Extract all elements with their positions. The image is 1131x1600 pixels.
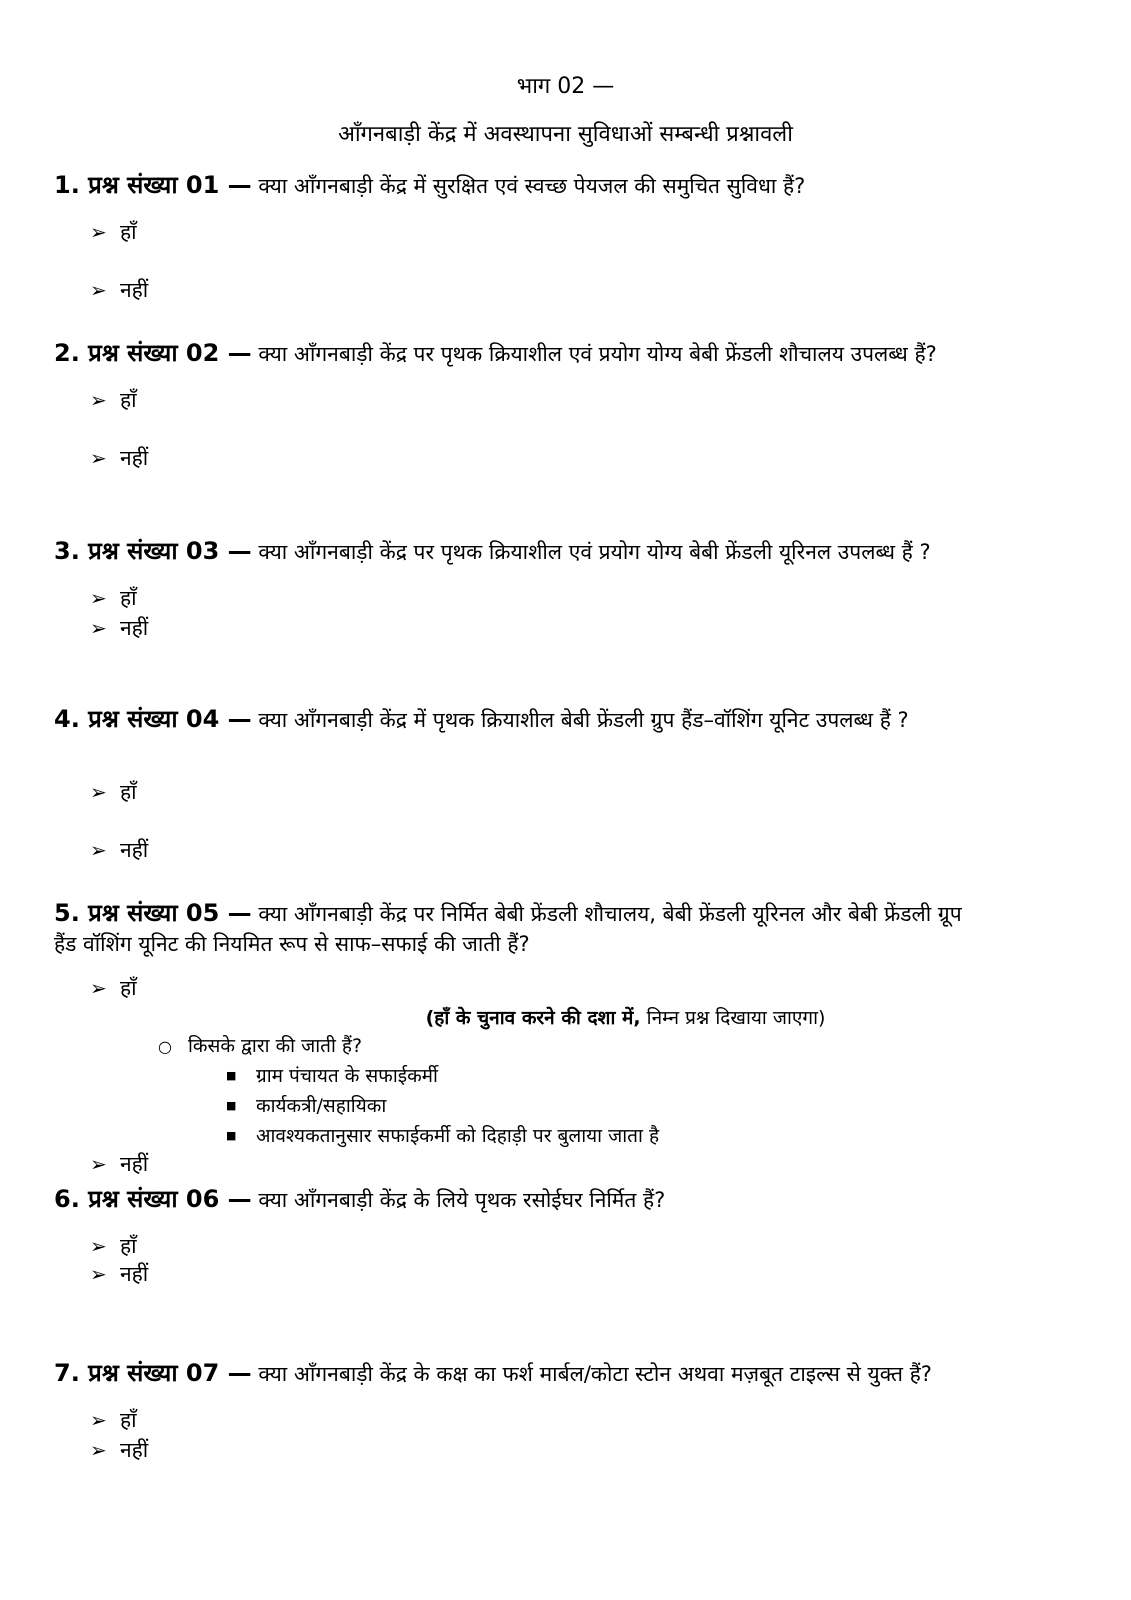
question-6: [54, 1182, 665, 1215]
followup-choice-label: ग्राम पंचायत के सफाईकर्मी: [256, 1065, 438, 1087]
arrow-bullet-icon: ➢: [90, 838, 107, 862]
square-bullet-icon: ■: [226, 1129, 237, 1142]
option-label: नहीं: [120, 616, 149, 640]
question-3-option-yes[interactable]: [90, 584, 137, 612]
conditional-note: [60, 1004, 1131, 1030]
option-label: नहीं: [120, 446, 149, 470]
arrow-bullet-icon: ➢: [90, 1408, 107, 1432]
option-label: हाँ: [120, 1408, 137, 1432]
circle-bullet-icon: ○: [158, 1037, 172, 1056]
conditional-note-rest: निम्न प्रश्न दिखाया जाएगा): [640, 1007, 826, 1029]
followup-choice-2[interactable]: [226, 1092, 386, 1118]
question-2-text: क्या आँगनबाड़ी केंद्र पर पृथक क्रियाशील एवं प्रयोग योग्य बेबी फ्रेंडली शौचालय उपलब्ध हैं?: [258, 342, 937, 366]
followup-question-text: किसके द्वारा की जाती हैं?: [188, 1035, 363, 1057]
arrow-bullet-icon: ➢: [90, 1234, 107, 1258]
followup-question: [158, 1032, 362, 1058]
option-label: नहीं: [120, 278, 149, 302]
question-3: [54, 534, 931, 567]
question-4-option-no[interactable]: [90, 836, 148, 864]
followup-choice-label: आवश्यकतानुसार सफाईकर्मी को दिहाड़ी पर बुलाया जाता है: [256, 1125, 660, 1147]
question-3-text: क्या आँगनबाड़ी केंद्र पर पृथक क्रियाशील एवं प्रयोग योग्य बेबी फ्रेंडली यूरिनल उपलब्ध हैं ?: [258, 540, 931, 564]
question-2-label: 2. प्रश्न संख्या 02 —: [54, 339, 252, 367]
option-label: नहीं: [120, 1438, 149, 1462]
conditional-note-bold: (हाँ के चुनाव करने की दशा में,: [425, 1007, 641, 1029]
question-6-option-yes[interactable]: [90, 1232, 137, 1260]
question-5-option-no[interactable]: [90, 1150, 148, 1178]
question-4-label: 4. प्रश्न संख्या 04 —: [54, 705, 252, 733]
question-1: [54, 168, 805, 201]
option-label: हाँ: [120, 1234, 137, 1258]
question-7: [54, 1356, 932, 1389]
question-6-label: 6. प्रश्न संख्या 06 —: [54, 1185, 252, 1213]
arrow-bullet-icon: ➢: [90, 1262, 107, 1286]
question-4-text: क्या आँगनबाड़ी केंद्र में पृथक क्रियाशील बेबी फ्रेंडली ग्रुप हैंड–वॉशिंग यूनिट उपलब्ध हैं ?: [258, 708, 909, 732]
question-3-label: 3. प्रश्न संख्या 03 —: [54, 537, 252, 565]
question-7-label: 7. प्रश्न संख्या 07 —: [54, 1359, 252, 1387]
question-1-option-no[interactable]: [90, 276, 148, 304]
arrow-bullet-icon: ➢: [90, 220, 107, 244]
question-1-text: क्या आँगनबाड़ी केंद्र में सुरक्षित एवं स्वच्छ पेयजल की समुचित सुविधा हैं?: [258, 174, 806, 198]
arrow-bullet-icon: ➢: [90, 616, 107, 640]
section-subtitle: आँगनबाड़ी केंद्र में अवस्थापना सुविधाओं सम्बन्धी प्रश्नावली: [338, 122, 793, 147]
option-label: हाँ: [120, 388, 137, 412]
option-label: हाँ: [120, 586, 137, 610]
question-5-label: 5. प्रश्न संख्या 05 —: [54, 899, 252, 927]
option-label: नहीं: [120, 1152, 149, 1176]
question-4: [54, 702, 909, 735]
option-label: नहीं: [120, 838, 149, 862]
arrow-bullet-icon: ➢: [90, 278, 107, 302]
question-3-option-no[interactable]: [90, 614, 148, 642]
question-6-text: क्या आँगनबाड़ी केंद्र के लिये पृथक रसोईघर निर्मित हैं?: [258, 1188, 666, 1212]
question-4-option-yes[interactable]: [90, 778, 137, 806]
square-bullet-icon: ■: [226, 1099, 237, 1112]
question-7-text: क्या आँगनबाड़ी केंद्र के कक्ष का फर्श मार्बल/कोटा स्टोन अथवा मज़बूत टाइल्स से युक्त हैं?: [258, 1362, 932, 1386]
question-2-option-no[interactable]: [90, 444, 148, 472]
square-bullet-icon: ■: [226, 1069, 237, 1082]
followup-choice-1[interactable]: [226, 1062, 438, 1088]
option-label: हाँ: [120, 976, 137, 1000]
question-5: [54, 896, 962, 929]
arrow-bullet-icon: ➢: [90, 1152, 107, 1176]
question-5-option-yes[interactable]: [90, 974, 137, 1002]
question-2: [54, 336, 937, 369]
arrow-bullet-icon: ➢: [90, 780, 107, 804]
arrow-bullet-icon: ➢: [90, 446, 107, 470]
arrow-bullet-icon: ➢: [90, 388, 107, 412]
section-title: भाग 02 —: [516, 74, 615, 99]
question-2-option-yes[interactable]: [90, 386, 137, 414]
option-label: हाँ: [120, 220, 137, 244]
followup-choice-3[interactable]: [226, 1122, 659, 1148]
question-5-text-continued: हैंड वॉशिंग यूनिट की नियमित रूप से साफ–सफाई की जाती हैं?: [54, 932, 530, 956]
question-6-option-no[interactable]: [90, 1260, 148, 1288]
question-1-option-yes[interactable]: [90, 218, 137, 246]
arrow-bullet-icon: ➢: [90, 1438, 107, 1462]
question-5-text: क्या आँगनबाड़ी केंद्र पर निर्मित बेबी फ्रेंडली शौचालय, बेबी फ्रेंडली यूरिनल और बेबी फ्रेंडली ग्रूप: [258, 902, 962, 926]
option-label: नहीं: [120, 1262, 149, 1286]
question-1-label: 1. प्रश्न संख्या 01 —: [54, 171, 252, 199]
option-label: हाँ: [120, 780, 137, 804]
arrow-bullet-icon: ➢: [90, 586, 107, 610]
question-7-option-yes[interactable]: [90, 1406, 137, 1434]
question-7-option-no[interactable]: [90, 1436, 148, 1464]
arrow-bullet-icon: ➢: [90, 976, 107, 1000]
followup-choice-label: कार्यकत्री/सहायिका: [256, 1095, 387, 1117]
